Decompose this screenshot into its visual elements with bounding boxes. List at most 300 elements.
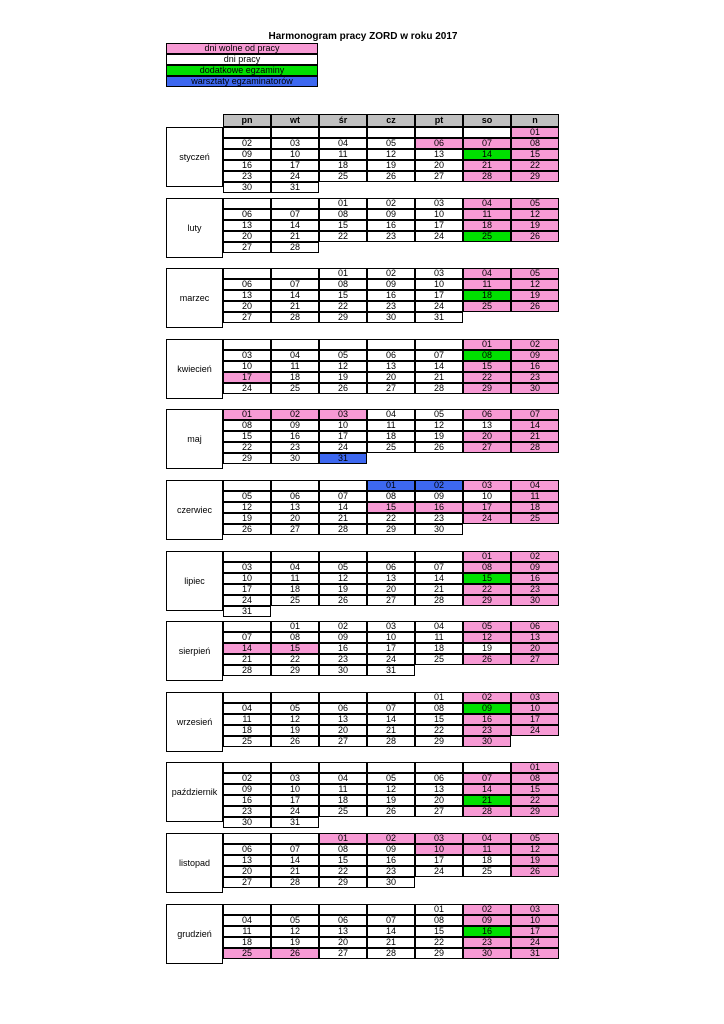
day-cell: 03 [511, 692, 559, 703]
day-cell: 24 [319, 442, 367, 453]
day-cell: 31 [415, 312, 463, 323]
day-cell: 09 [223, 784, 271, 795]
empty-cell [415, 339, 463, 350]
day-cell: 30 [223, 182, 271, 193]
day-cell: 16 [511, 573, 559, 584]
day-cell: 15 [319, 855, 367, 866]
day-cell: 24 [223, 595, 271, 606]
day-cell: 02 [511, 339, 559, 350]
day-cell: 18 [367, 431, 415, 442]
day-cell: 18 [223, 937, 271, 948]
day-cell: 27 [319, 736, 367, 747]
day-cell: 03 [271, 138, 319, 149]
day-cell: 10 [463, 491, 511, 502]
day-cell: 05 [511, 198, 559, 209]
day-cell: 28 [271, 877, 319, 888]
day-cell: 18 [223, 725, 271, 736]
day-cell: 19 [319, 584, 367, 595]
day-cell: 29 [271, 665, 319, 676]
day-cell: 22 [319, 231, 367, 242]
day-cell: 30 [367, 312, 415, 323]
month-label: październik [166, 762, 223, 822]
month-block [166, 480, 557, 540]
day-cell: 26 [511, 866, 559, 877]
empty-cell [319, 692, 367, 703]
day-cell: 16 [463, 926, 511, 937]
day-cell: 16 [367, 290, 415, 301]
day-cell: 09 [463, 915, 511, 926]
day-cell: 06 [415, 138, 463, 149]
day-cell: 13 [271, 502, 319, 513]
day-cell: 05 [367, 138, 415, 149]
day-cell: 26 [271, 736, 319, 747]
empty-cell [223, 268, 271, 279]
day-cell: 21 [367, 725, 415, 736]
day-cell: 31 [511, 948, 559, 959]
weekday-pt: pt [415, 114, 463, 127]
empty-cell [223, 127, 271, 138]
day-cell: 20 [319, 725, 367, 736]
day-cell: 30 [223, 817, 271, 828]
month-label: listopad [166, 833, 223, 893]
day-cell: 26 [511, 231, 559, 242]
day-cell: 16 [367, 855, 415, 866]
empty-cell [319, 339, 367, 350]
day-cell: 02 [367, 268, 415, 279]
day-cell: 14 [271, 290, 319, 301]
day-cell: 31 [271, 817, 319, 828]
empty-cell [319, 480, 367, 491]
day-cell: 07 [463, 138, 511, 149]
empty-cell [367, 904, 415, 915]
day-cell: 19 [271, 937, 319, 948]
day-cell: 28 [319, 524, 367, 535]
day-cell: 12 [415, 420, 463, 431]
day-cell: 27 [223, 877, 271, 888]
day-cell: 06 [367, 562, 415, 573]
day-cell: 08 [511, 773, 559, 784]
day-cell: 20 [223, 866, 271, 877]
day-cell: 29 [367, 524, 415, 535]
day-cell: 26 [319, 595, 367, 606]
weekday-so: so [463, 114, 511, 127]
day-cell: 05 [319, 350, 367, 361]
day-cell: 13 [223, 220, 271, 231]
day-cell: 30 [271, 453, 319, 464]
day-cell: 12 [319, 361, 367, 372]
day-cell: 26 [367, 171, 415, 182]
day-cell: 29 [319, 877, 367, 888]
day-cell: 14 [511, 420, 559, 431]
weekday-n: n [511, 114, 559, 127]
empty-cell [223, 480, 271, 491]
day-cell: 29 [415, 948, 463, 959]
day-cell: 07 [511, 409, 559, 420]
day-cell: 24 [223, 383, 271, 394]
legend-item: dni wolne od pracy [166, 43, 318, 54]
day-cell: 22 [511, 160, 559, 171]
day-cell: 15 [223, 431, 271, 442]
day-cell: 22 [415, 937, 463, 948]
day-cell: 13 [415, 149, 463, 160]
day-cell: 02 [319, 621, 367, 632]
day-cell: 13 [367, 361, 415, 372]
day-cell: 06 [415, 773, 463, 784]
day-cell: 30 [463, 948, 511, 959]
day-cell: 24 [271, 806, 319, 817]
month-block [166, 551, 557, 616]
day-cell: 28 [223, 665, 271, 676]
day-cell: 18 [415, 643, 463, 654]
month-block [166, 621, 557, 681]
day-cell: 26 [463, 654, 511, 665]
day-cell: 13 [223, 855, 271, 866]
month-label: styczeń [166, 127, 223, 187]
day-cell: 29 [511, 171, 559, 182]
day-cell: 29 [319, 312, 367, 323]
day-cell: 22 [319, 301, 367, 312]
day-cell: 02 [367, 198, 415, 209]
day-cell: 17 [511, 714, 559, 725]
empty-cell [271, 339, 319, 350]
day-cell: 10 [319, 420, 367, 431]
day-cell: 11 [367, 420, 415, 431]
day-cell: 14 [319, 502, 367, 513]
day-cell: 03 [415, 268, 463, 279]
day-cell: 06 [271, 491, 319, 502]
day-cell: 10 [223, 573, 271, 584]
day-cell: 02 [367, 833, 415, 844]
day-cell: 31 [271, 182, 319, 193]
day-cell: 21 [271, 231, 319, 242]
day-cell: 04 [319, 773, 367, 784]
day-cell: 03 [463, 480, 511, 491]
day-cell: 19 [319, 372, 367, 383]
day-cell: 19 [511, 290, 559, 301]
day-cell: 14 [415, 361, 463, 372]
day-cell: 21 [415, 584, 463, 595]
legend-item: dodatkowe egzaminy [166, 65, 318, 76]
day-cell: 26 [415, 442, 463, 453]
day-cell: 27 [367, 595, 415, 606]
day-cell: 11 [463, 279, 511, 290]
legend-item: dni pracy [166, 54, 318, 65]
day-cell: 20 [463, 431, 511, 442]
day-cell: 14 [463, 784, 511, 795]
day-cell: 17 [271, 795, 319, 806]
day-cell: 26 [367, 806, 415, 817]
day-cell: 06 [319, 703, 367, 714]
day-cell: 10 [415, 209, 463, 220]
day-cell: 25 [415, 654, 463, 665]
month-label: maj [166, 409, 223, 469]
empty-cell [415, 551, 463, 562]
day-cell: 01 [367, 480, 415, 491]
day-cell: 12 [271, 926, 319, 937]
day-cell: 04 [223, 703, 271, 714]
day-cell: 09 [511, 562, 559, 573]
day-cell: 25 [271, 595, 319, 606]
day-cell: 25 [319, 806, 367, 817]
day-cell: 09 [415, 491, 463, 502]
day-cell: 19 [511, 220, 559, 231]
day-cell: 08 [463, 562, 511, 573]
empty-cell [271, 762, 319, 773]
month-block [166, 268, 557, 328]
day-cell: 15 [271, 643, 319, 654]
day-cell: 13 [415, 784, 463, 795]
day-cell: 21 [463, 160, 511, 171]
month-block [166, 833, 557, 893]
month-block [166, 692, 557, 752]
day-cell: 06 [223, 279, 271, 290]
day-cell: 25 [463, 301, 511, 312]
day-cell: 11 [223, 714, 271, 725]
day-cell: 25 [463, 231, 511, 242]
day-cell: 29 [223, 453, 271, 464]
empty-cell [223, 833, 271, 844]
day-cell: 05 [223, 491, 271, 502]
day-cell: 01 [319, 268, 367, 279]
day-cell: 23 [223, 171, 271, 182]
day-cell: 22 [511, 795, 559, 806]
empty-cell [415, 762, 463, 773]
day-cell: 18 [319, 795, 367, 806]
day-cell: 08 [319, 844, 367, 855]
month-block [166, 127, 557, 192]
empty-cell [367, 692, 415, 703]
day-cell: 23 [367, 301, 415, 312]
day-cell: 06 [511, 621, 559, 632]
day-cell: 22 [367, 513, 415, 524]
day-cell: 01 [511, 762, 559, 773]
day-cell: 17 [319, 431, 367, 442]
empty-cell [319, 904, 367, 915]
day-cell: 01 [463, 551, 511, 562]
day-cell: 08 [367, 491, 415, 502]
month-label: marzec [166, 268, 223, 328]
empty-cell [223, 198, 271, 209]
day-cell: 16 [319, 643, 367, 654]
day-cell: 29 [463, 383, 511, 394]
day-cell: 01 [319, 198, 367, 209]
day-cell: 07 [367, 915, 415, 926]
empty-cell [319, 551, 367, 562]
day-cell: 25 [223, 948, 271, 959]
day-cell: 09 [463, 703, 511, 714]
day-cell: 17 [223, 584, 271, 595]
empty-cell [223, 551, 271, 562]
day-cell: 02 [415, 480, 463, 491]
day-cell: 10 [511, 703, 559, 714]
empty-cell [271, 268, 319, 279]
day-cell: 19 [463, 643, 511, 654]
day-cell: 18 [271, 584, 319, 595]
day-cell: 10 [223, 361, 271, 372]
day-cell: 09 [271, 420, 319, 431]
day-cell: 12 [319, 573, 367, 584]
day-cell: 19 [511, 855, 559, 866]
day-cell: 31 [319, 453, 367, 464]
day-cell: 15 [415, 926, 463, 937]
day-cell: 28 [367, 736, 415, 747]
day-cell: 17 [463, 502, 511, 513]
page-title: Harmonogram pracy ZORD w roku 2017 [268, 31, 458, 42]
day-cell: 14 [223, 643, 271, 654]
day-cell: 28 [415, 383, 463, 394]
day-cell: 18 [463, 290, 511, 301]
day-cell: 27 [463, 442, 511, 453]
day-cell: 22 [463, 372, 511, 383]
empty-cell [367, 339, 415, 350]
day-cell: 07 [271, 844, 319, 855]
day-cell: 26 [223, 524, 271, 535]
day-cell: 20 [415, 160, 463, 171]
day-cell: 11 [271, 573, 319, 584]
day-cell: 07 [319, 491, 367, 502]
empty-cell [223, 692, 271, 703]
day-cell: 22 [223, 442, 271, 453]
day-cell: 15 [463, 573, 511, 584]
empty-cell [367, 127, 415, 138]
empty-cell [223, 621, 271, 632]
day-cell: 24 [415, 301, 463, 312]
day-cell: 08 [319, 209, 367, 220]
day-cell: 02 [223, 138, 271, 149]
day-cell: 16 [223, 795, 271, 806]
day-cell: 23 [463, 725, 511, 736]
day-cell: 30 [511, 595, 559, 606]
day-cell: 06 [319, 915, 367, 926]
day-cell: 11 [319, 784, 367, 795]
day-cell: 11 [223, 926, 271, 937]
day-cell: 29 [415, 736, 463, 747]
empty-cell [223, 339, 271, 350]
day-cell: 14 [271, 855, 319, 866]
day-cell: 17 [415, 220, 463, 231]
day-cell: 13 [223, 290, 271, 301]
day-cell: 15 [511, 149, 559, 160]
day-cell: 17 [415, 855, 463, 866]
day-cell: 12 [463, 632, 511, 643]
day-cell: 04 [271, 350, 319, 361]
day-cell: 14 [367, 926, 415, 937]
day-cell: 07 [415, 562, 463, 573]
day-cell: 15 [319, 290, 367, 301]
empty-cell [223, 762, 271, 773]
day-cell: 13 [367, 573, 415, 584]
day-cell: 23 [319, 654, 367, 665]
day-cell: 05 [511, 268, 559, 279]
day-cell: 27 [271, 524, 319, 535]
day-cell: 06 [367, 350, 415, 361]
day-cell: 15 [415, 714, 463, 725]
day-cell: 20 [367, 372, 415, 383]
day-cell: 31 [223, 606, 271, 617]
empty-cell [271, 551, 319, 562]
day-cell: 28 [271, 242, 319, 253]
day-cell: 23 [415, 513, 463, 524]
day-cell: 09 [367, 209, 415, 220]
day-cell: 10 [415, 844, 463, 855]
day-cell: 09 [367, 279, 415, 290]
day-cell: 01 [415, 692, 463, 703]
day-cell: 12 [367, 149, 415, 160]
day-cell: 09 [223, 149, 271, 160]
day-cell: 03 [223, 350, 271, 361]
day-cell: 08 [463, 350, 511, 361]
day-cell: 20 [415, 795, 463, 806]
day-cell: 15 [463, 361, 511, 372]
day-cell: 23 [271, 442, 319, 453]
day-cell: 21 [511, 431, 559, 442]
day-cell: 13 [319, 714, 367, 725]
day-cell: 10 [271, 784, 319, 795]
day-cell: 08 [271, 632, 319, 643]
day-cell: 28 [463, 171, 511, 182]
empty-cell [463, 762, 511, 773]
day-cell: 04 [367, 409, 415, 420]
day-cell: 18 [463, 855, 511, 866]
day-cell: 12 [511, 279, 559, 290]
day-cell: 04 [319, 138, 367, 149]
empty-cell [367, 762, 415, 773]
day-cell: 20 [223, 231, 271, 242]
day-cell: 04 [415, 621, 463, 632]
day-cell: 05 [511, 833, 559, 844]
day-cell: 22 [319, 866, 367, 877]
day-cell: 24 [463, 513, 511, 524]
day-cell: 30 [319, 665, 367, 676]
day-cell: 25 [463, 866, 511, 877]
day-cell: 03 [367, 621, 415, 632]
day-cell: 27 [511, 654, 559, 665]
day-cell: 20 [511, 643, 559, 654]
empty-cell [319, 762, 367, 773]
day-cell: 14 [271, 220, 319, 231]
day-cell: 07 [223, 632, 271, 643]
day-cell: 11 [463, 844, 511, 855]
day-cell: 27 [223, 242, 271, 253]
month-label: grudzień [166, 904, 223, 964]
day-cell: 01 [511, 127, 559, 138]
day-cell: 08 [223, 420, 271, 431]
day-cell: 24 [367, 654, 415, 665]
day-cell: 12 [367, 784, 415, 795]
day-cell: 02 [511, 551, 559, 562]
day-cell: 27 [415, 171, 463, 182]
day-cell: 04 [223, 915, 271, 926]
day-cell: 04 [271, 562, 319, 573]
day-cell: 18 [463, 220, 511, 231]
day-cell: 23 [463, 937, 511, 948]
weekday-cz: cz [367, 114, 415, 127]
day-cell: 16 [367, 220, 415, 231]
empty-cell [271, 833, 319, 844]
day-cell: 08 [319, 279, 367, 290]
day-cell: 30 [367, 877, 415, 888]
day-cell: 17 [367, 643, 415, 654]
weekday-pn: pn [223, 114, 271, 127]
empty-cell [415, 127, 463, 138]
day-cell: 28 [271, 312, 319, 323]
day-cell: 21 [367, 937, 415, 948]
day-cell: 13 [319, 926, 367, 937]
day-cell: 30 [511, 383, 559, 394]
day-cell: 12 [511, 209, 559, 220]
day-cell: 12 [271, 714, 319, 725]
month-label: kwiecień [166, 339, 223, 399]
